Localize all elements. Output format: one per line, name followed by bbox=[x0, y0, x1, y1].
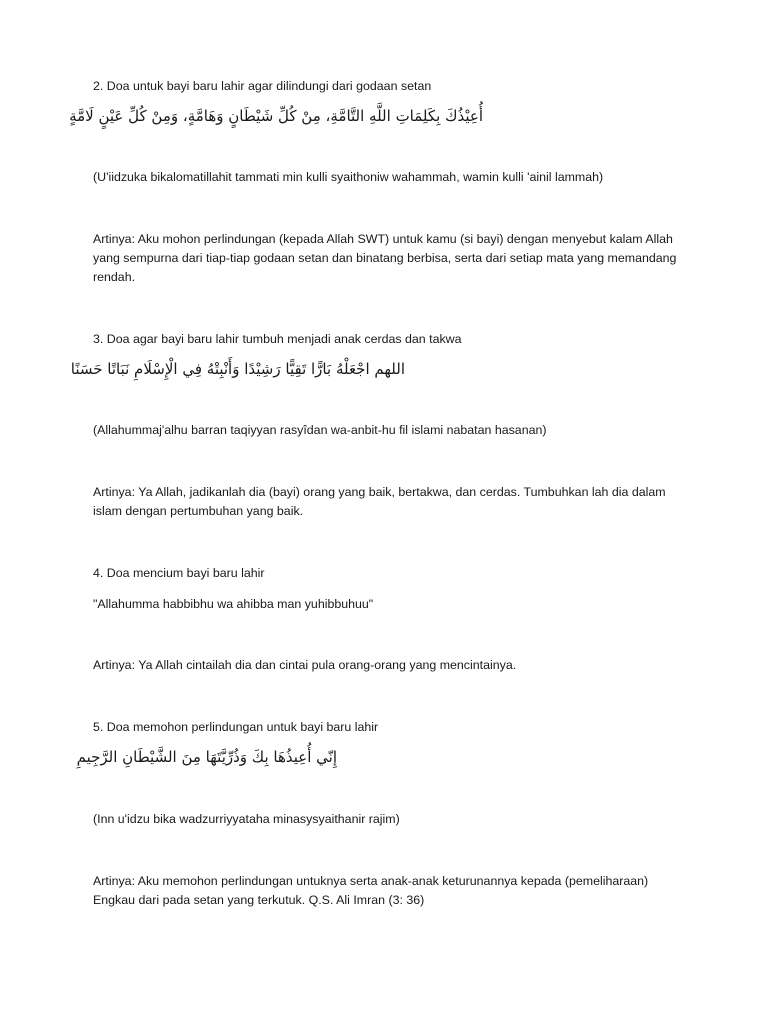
section-3-arabic: اللهم اجْعَلْهُ بَارًّا تَقِيًّا رَشِيْدًا وَأَنْبِتْهُ فِي الْإِسْلَامِ نَبَاتًا حَسَنًا bbox=[70, 360, 405, 378]
section-2-meaning: Artinya: Aku mohon perlindungan (kepada Allah SWT) untuk kamu (si bayi) dengan menyebut kalam Allah yang sempurna dari tiap-tiap godaan setan dan binatang berbisa, serta dari setiap mata yang memandang rendah. bbox=[93, 232, 677, 284]
section-3-meaning: Artinya: Ya Allah, jadikanlah dia (bayi) orang yang baik, bertakwa, dan cerdas. Tumbuhkan lah dia dalam islam dengan pertumbuhan yang baik. bbox=[93, 485, 666, 518]
section-3-heading: 3. Doa agar bayi baru lahir tumbuh menjadi anak cerdas dan takwa bbox=[93, 332, 462, 346]
section-4-meaning: Artinya: Ya Allah cintailah dia dan cintai pula orang-orang yang mencintainya. bbox=[93, 658, 517, 672]
section-4-heading: 4. Doa mencium bayi baru lahir bbox=[93, 566, 265, 580]
section-2-transliteration: (U'iidzuka bikalomatillahit tammati min kulli syaithoniw wahammah, wamin kulli 'ainil lammah) bbox=[93, 170, 604, 184]
section-5-heading: 5. Doa memohon perlindungan untuk bayi baru lahir bbox=[93, 720, 379, 734]
section-5-meaning: Artinya: Aku memohon perlindungan untuknya serta anak-anak keturunannya kepada (pemeliharaan) Engkau dari pada setan yang terkutuk. Q.S. Ali Imran (3: 36) bbox=[93, 874, 649, 907]
section-3-transliteration: (Allahummaj'alhu barran taqiyyan rasyîdan wa-anbit-hu fil islami nabatan hasanan) bbox=[93, 423, 547, 437]
section-5-arabic: إِنّي أُعِيذُهَا بِكَ وَذُرِّيَّتَهَا مِنَ الشَّيْطَانِ الرَّجِيمِ bbox=[76, 748, 337, 766]
section-2-heading: 2. Doa untuk bayi baru lahir agar dilindungi dari godaan setan bbox=[93, 79, 432, 93]
section-4-transliteration: "Allahumma habbibhu wa ahibba man yuhibbuhuu" bbox=[93, 597, 374, 611]
section-5-transliteration: (Inn u'idzu bika wadzurriyyataha minasysyaithanir rajim) bbox=[93, 812, 400, 826]
section-2-arabic: أُعِيْذُكَ بِكَلِمَاتِ اللَّهِ التَّامَّةِ، مِنْ كُلِّ شَيْطَانٍ وَهَامَّةٍ، وَمِنْ كُلِّ عَيْنٍ لَامَّةٍ bbox=[69, 107, 483, 125]
